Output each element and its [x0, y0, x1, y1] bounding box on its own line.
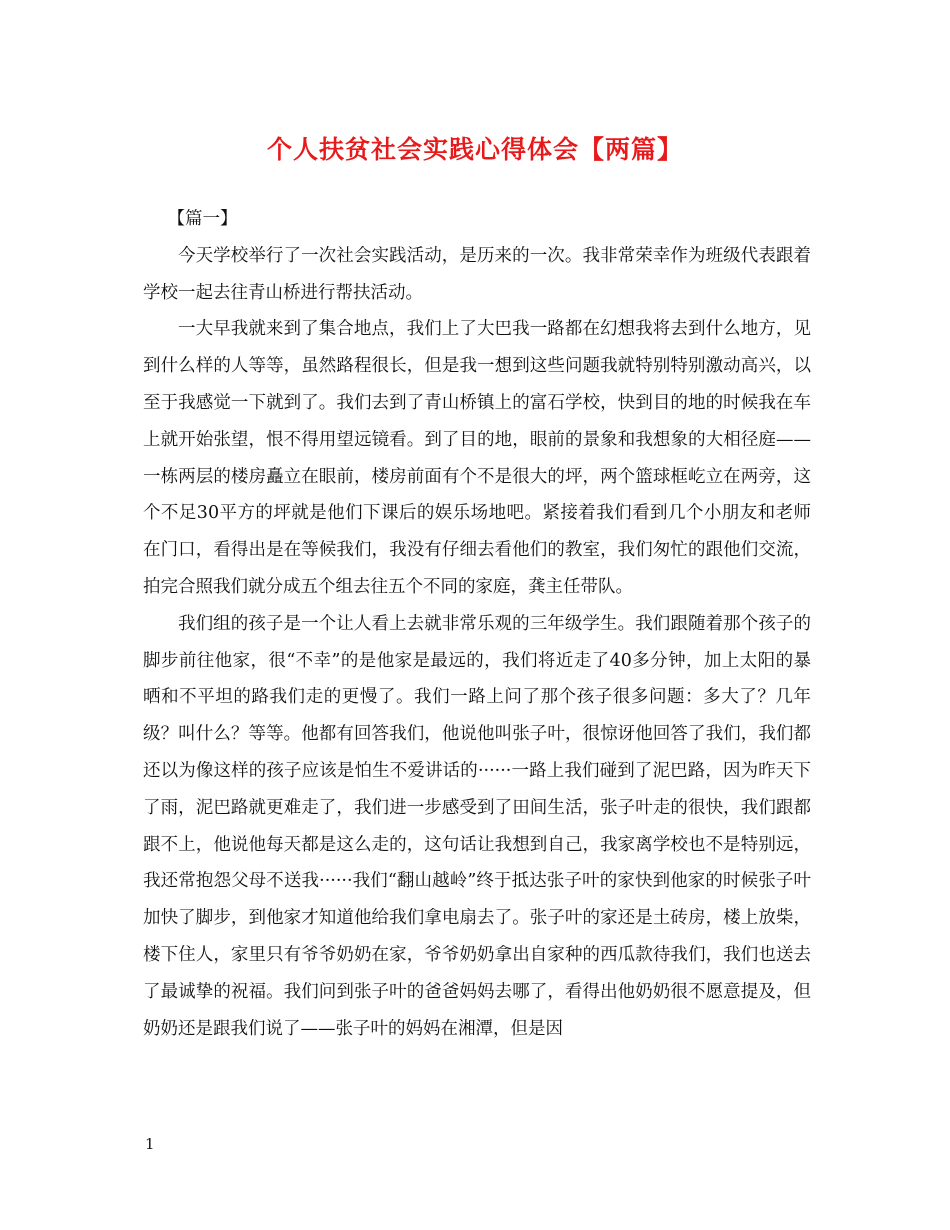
paragraph-2: 一大早我就来到了集合地点，我们上了大巴我一路都在幻想我将去到什么地方，见到什么样的人等等，虽然路程很长，但是我一想到这些问题我就特别特别激动高兴，以至于我感觉一下就到了。我们去到了青山桥镇上的富石学校，快到目的地的时候我在车上就开始张望，恨不得用望远镜看。到了目的地，眼前的景象和我想象的大相径庭——一栋两层的楼房矗立在眼前，楼房前面有个不是很大的坪，两个篮球框屹立在两旁，这个不足30平方的坪就是他们下课后的娱乐场地吧。紧接着我们看到几个小朋友和老师在门口，看得出是在等候我们，我没有仔细去看他们的教室，我们匆忙的跟他们交流，拍完合照我们就分成五个组去往五个不同的家庭，龚主任带队。 — [143, 319, 811, 597]
paragraph-3: 我们组的孩子是一个让人看上去就非常乐观的三年级学生。我们跟随着那个孩子的脚步前往他家，很“不幸”的是他家是最远的，我们将近走了40多分钟，加上太阳的暴晒和不平坦的路我们走的更慢了。我们一路上问了那个孩子很多问题：多大了？几年级？叫什么？等等。他都有回答我们，他说他叫张子叶，很惊讶他回答了我们，我们都还以为像这样的孩子应该是怕生不爱讲话的······一路上我们碰到了泥巴路，因为昨天下了雨，泥巴路就更难走了，我们进一步感受到了田间生活，张子叶走的很快，我们跟都跟不上，他说他每天都是这么走的，这句话让我想到自己，我家离学校也不是特别远，我还常抱怨父母不送我······我们“翻山越岭”终于抵达张子叶的家快到他家的时候张子叶加快了脚步，到他家才知道他给我们拿电扇去了。张子叶的家还是土砖房，楼上放柴，楼下住人，家里只有爷爷奶奶在家，爷爷奶奶拿出自家种的西瓜款待我们，我们也送去了最诚挚的祝福。我们问到张子叶的爸爸妈妈去哪了，看得出他奶奶很不愿意提及，但奶奶还是跟我们说了——张子叶的妈妈在湘潭，但是因 — [143, 613, 811, 1039]
page-number: 1 — [145, 1135, 155, 1153]
section-label: 【篇一】 — [167, 209, 238, 229]
document-body — [143, 201, 811, 1047]
document-title: 个人扶贫社会实践心得体会【两篇】 — [266, 135, 683, 164]
paragraph-1: 今天学校举行了一次社会实践活动，是历来的一次。我非常荣幸作为班级代表跟着学校一起去往青山桥进行帮扶活动。 — [143, 245, 811, 303]
